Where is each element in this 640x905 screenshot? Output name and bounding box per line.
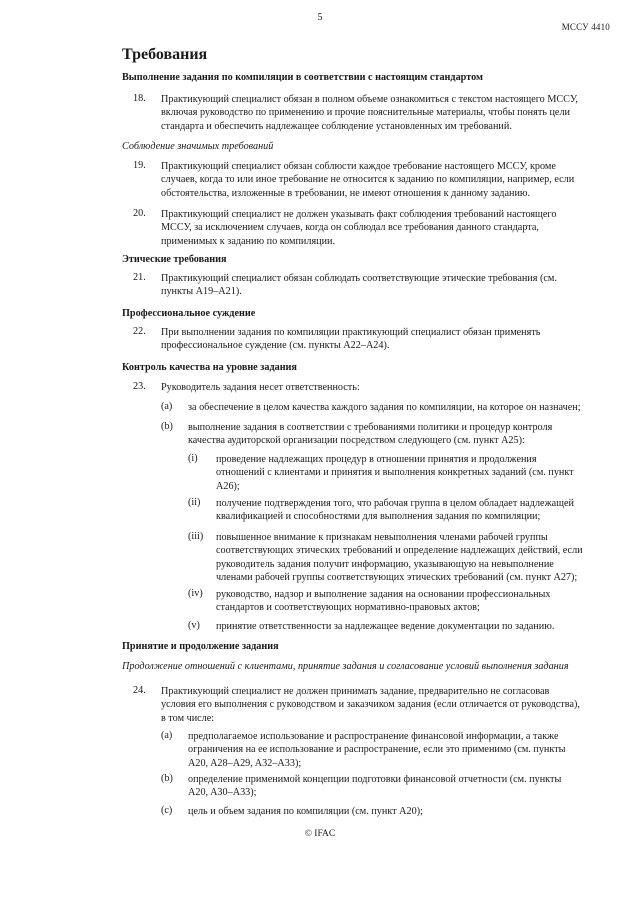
subheading-quality-control: Контроль качества на уровне задания bbox=[122, 362, 297, 373]
item-label-23b: (b) bbox=[161, 421, 173, 432]
subheading-judgment: Профессиональное суждение bbox=[122, 308, 256, 319]
item-24b: определение применимой концепции подготовки финансовой отчетности (см. пункты A20, A30–A33); bbox=[188, 774, 562, 799]
para-23: Руководитель задания несет ответственность: bbox=[161, 382, 360, 393]
copyright-footer: © IFAC bbox=[304, 829, 336, 839]
para-number-24: 24. bbox=[133, 685, 146, 696]
para-number-18: 18. bbox=[133, 93, 146, 104]
item-24a: предполагаемое использование и распространение финансовой информации, а также ограничения на ее использование и распространение, если это применимо (см. пункты A20, A28–A29, A32–A33); bbox=[188, 731, 566, 769]
item-label-24a: (a) bbox=[161, 730, 173, 741]
subheading-compliance: Выполнение задания по компиляции в соответствии с настоящим стандартом bbox=[122, 72, 483, 83]
para-18: Практикующий специалист обязан в полном объеме ознакомиться с текстом настоящего МССУ, включая руководство по применению и прочие пояснительные материалы, чтобы понять цели стандарта и обеспечить надлежащее соблюдение установленных им требований. bbox=[161, 94, 578, 132]
para-number-20: 20. bbox=[133, 208, 146, 219]
para-20: Практикующий специалист не должен указывать факт соблюдения требований настоящего МССУ, за исключением случаев, когда он соблюдал все требования данного стандарта, применимых к заданию по компиляции. bbox=[161, 209, 557, 247]
para-19: Практикующий специалист обязан соблюсти каждое требование настоящего МССУ, кроме случаев, когда то или иное требование не относится к заданию по компиляции, например, если обстоятельства, изложенные в требовании, не имеют отношения к данному заданию. bbox=[161, 161, 575, 199]
para-number-21: 21. bbox=[133, 272, 146, 283]
item-23b: выполнение задания в соответствии с требованиями политики и процедур контроля качества аудиторской организации посредством следующего (см. пункт A25): bbox=[188, 422, 553, 447]
item-label-24b: (b) bbox=[161, 773, 173, 784]
subheading-terms: Продолжение отношений с клиентами, принятие задания и согласование условий выполнения задания bbox=[122, 661, 569, 672]
para-21: Практикующий специалист обязан соблюдать соответствующие этические требования (см. пункты A19–A21). bbox=[161, 273, 557, 298]
standard-code: МССУ 4410 bbox=[561, 22, 610, 32]
item-label-23b-i: (i) bbox=[188, 453, 198, 464]
item-label-23b-v: (v) bbox=[188, 620, 200, 631]
item-23b-iv: руководство, надзор и выполнение задания на основании профессиональных стандартов и соответствующих нормативно-правовых актов; bbox=[216, 589, 551, 614]
item-24c: цель и объем задания по компиляции (см. пункт A20); bbox=[188, 806, 423, 817]
item-23b-i: проведение надлежащих процедур в отношении принятия и продолжения отношений с клиентами и принятия и выполнения конкретных заданий (см. пункт A26); bbox=[216, 454, 574, 492]
item-23b-v: принятие ответственности за надлежащее ведение документации по заданию. bbox=[216, 621, 555, 632]
subheading-acceptance: Принятие и продолжение задания bbox=[122, 641, 279, 652]
item-label-23a: (a) bbox=[161, 401, 173, 412]
para-24: Практикующий специалист не должен принимать задание, предварительно не согласовав условия его выполнения с руководством и заказчиком задания (если отличается от руководства), в том числе: bbox=[161, 686, 580, 724]
page-number: 5 bbox=[317, 12, 323, 23]
item-label-23b-ii: (ii) bbox=[188, 497, 201, 508]
item-23a: за обеспечение в целом качества каждого задания по компиляции, на которое он назначен; bbox=[188, 402, 581, 413]
item-label-23b-iv: (iv) bbox=[188, 588, 203, 599]
item-label-23b-iii: (iii) bbox=[188, 531, 204, 542]
para-22: При выполнении задания по компиляции практикующий специалист обязан применять профессиональное суждение (см. пункты A22–A24). bbox=[161, 327, 541, 352]
subheading-relevant-requirements: Соблюдение значимых требований bbox=[122, 141, 274, 152]
para-number-23: 23. bbox=[133, 381, 146, 392]
para-number-19: 19. bbox=[133, 160, 146, 171]
section-heading: Требования bbox=[122, 46, 208, 63]
item-23b-iii: повышенное внимание к признакам невыполнения членами рабочей группы соответствующих этических требований и определение надлежащих действий, если руководитель задания получит информацию, указывающую на невыполнение членами рабочей группы соответствующих этических требований (см. пункт A27); bbox=[216, 532, 583, 583]
subheading-ethics: Этические требования bbox=[122, 254, 227, 265]
item-23b-ii: получение подтверждения того, что рабочая группа в целом обладает надлежащей квалификацией и способностями для выполнения задания по компиляции; bbox=[216, 498, 574, 523]
item-label-24c: (c) bbox=[161, 805, 173, 816]
para-number-22: 22. bbox=[133, 326, 146, 337]
